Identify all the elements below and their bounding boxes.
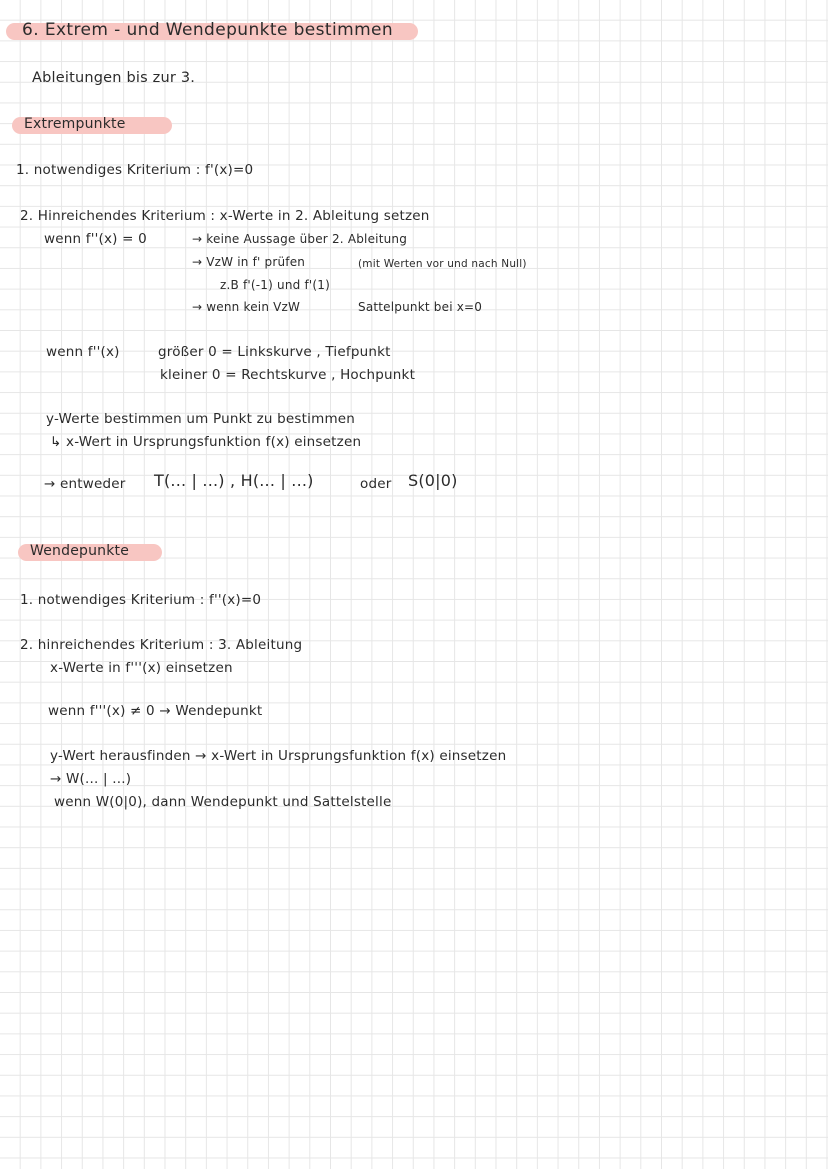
either-label: → entweder [44, 476, 126, 492]
w-insert-line: x-Werte in f'''(x) einsetzen [50, 660, 233, 676]
curvature-condition: wenn f''(x) [46, 344, 120, 360]
w-point-line: → W(... | ...) [50, 771, 132, 787]
subtitle: Ableitungen bis zur 3. [32, 70, 196, 86]
left-curve-line: größer 0 = Linkskurve , Tiefpunkt [158, 344, 391, 360]
no-sign-change-line: → wenn kein VzW [192, 300, 301, 314]
right-curve-line: kleiner 0 = Rechtskurve , Hochpunkt [160, 367, 416, 383]
section-wendepunkte-heading: Wendepunkte [30, 543, 130, 559]
w-saddle-line: wenn W(0|0), dann Wendepunkt und Sattelstelle [54, 794, 392, 810]
sign-change-line: → VzW in f' prüfen [192, 255, 306, 269]
example-line: z.B f'(-1) und f'(1) [220, 278, 330, 292]
section-extrempunkte-heading: Extrempunkte [24, 116, 126, 132]
condition-line: wenn f''(x) = 0 [44, 231, 147, 247]
w-criterion-1-line: 1. notwendiges Kriterium : f''(x)=0 [20, 592, 262, 608]
y-values-line: y-Werte bestimmen um Punkt zu bestimmen [46, 411, 356, 427]
criterion-1-line: 1. notwendiges Kriterium : f'(x)=0 [16, 162, 254, 178]
criterion-2-line: 2. Hinreichendes Kriterium : x-Werte in 2. Ableitung setzen [20, 208, 430, 224]
insert-x-line: ↳ x-Wert in Ursprungsfunktion f(x) einsetzen [50, 434, 362, 450]
sign-change-note: (mit Werten vor und nach Null) [358, 258, 527, 270]
w-condition-line: wenn f'''(x) ≠ 0 → Wendepunkt [48, 703, 263, 719]
w-y-value-line: y-Wert herausfinden → x-Wert in Ursprungsfunktion f(x) einsetzen [50, 748, 507, 764]
w-criterion-2-line: 2. hinreichendes Kriterium : 3. Ableitung [20, 637, 303, 653]
points-t-h: T(... | ...) , H(... | ...) [154, 471, 314, 490]
or-label: oder [360, 476, 392, 492]
page-title: 6. Extrem - und Wendepunkte bestimmen [22, 20, 394, 40]
no-statement-line: → keine Aussage über 2. Ableitung [192, 232, 408, 246]
point-s: S(0|0) [408, 471, 458, 490]
saddle-point-line: Sattelpunkt bei x=0 [358, 300, 483, 314]
